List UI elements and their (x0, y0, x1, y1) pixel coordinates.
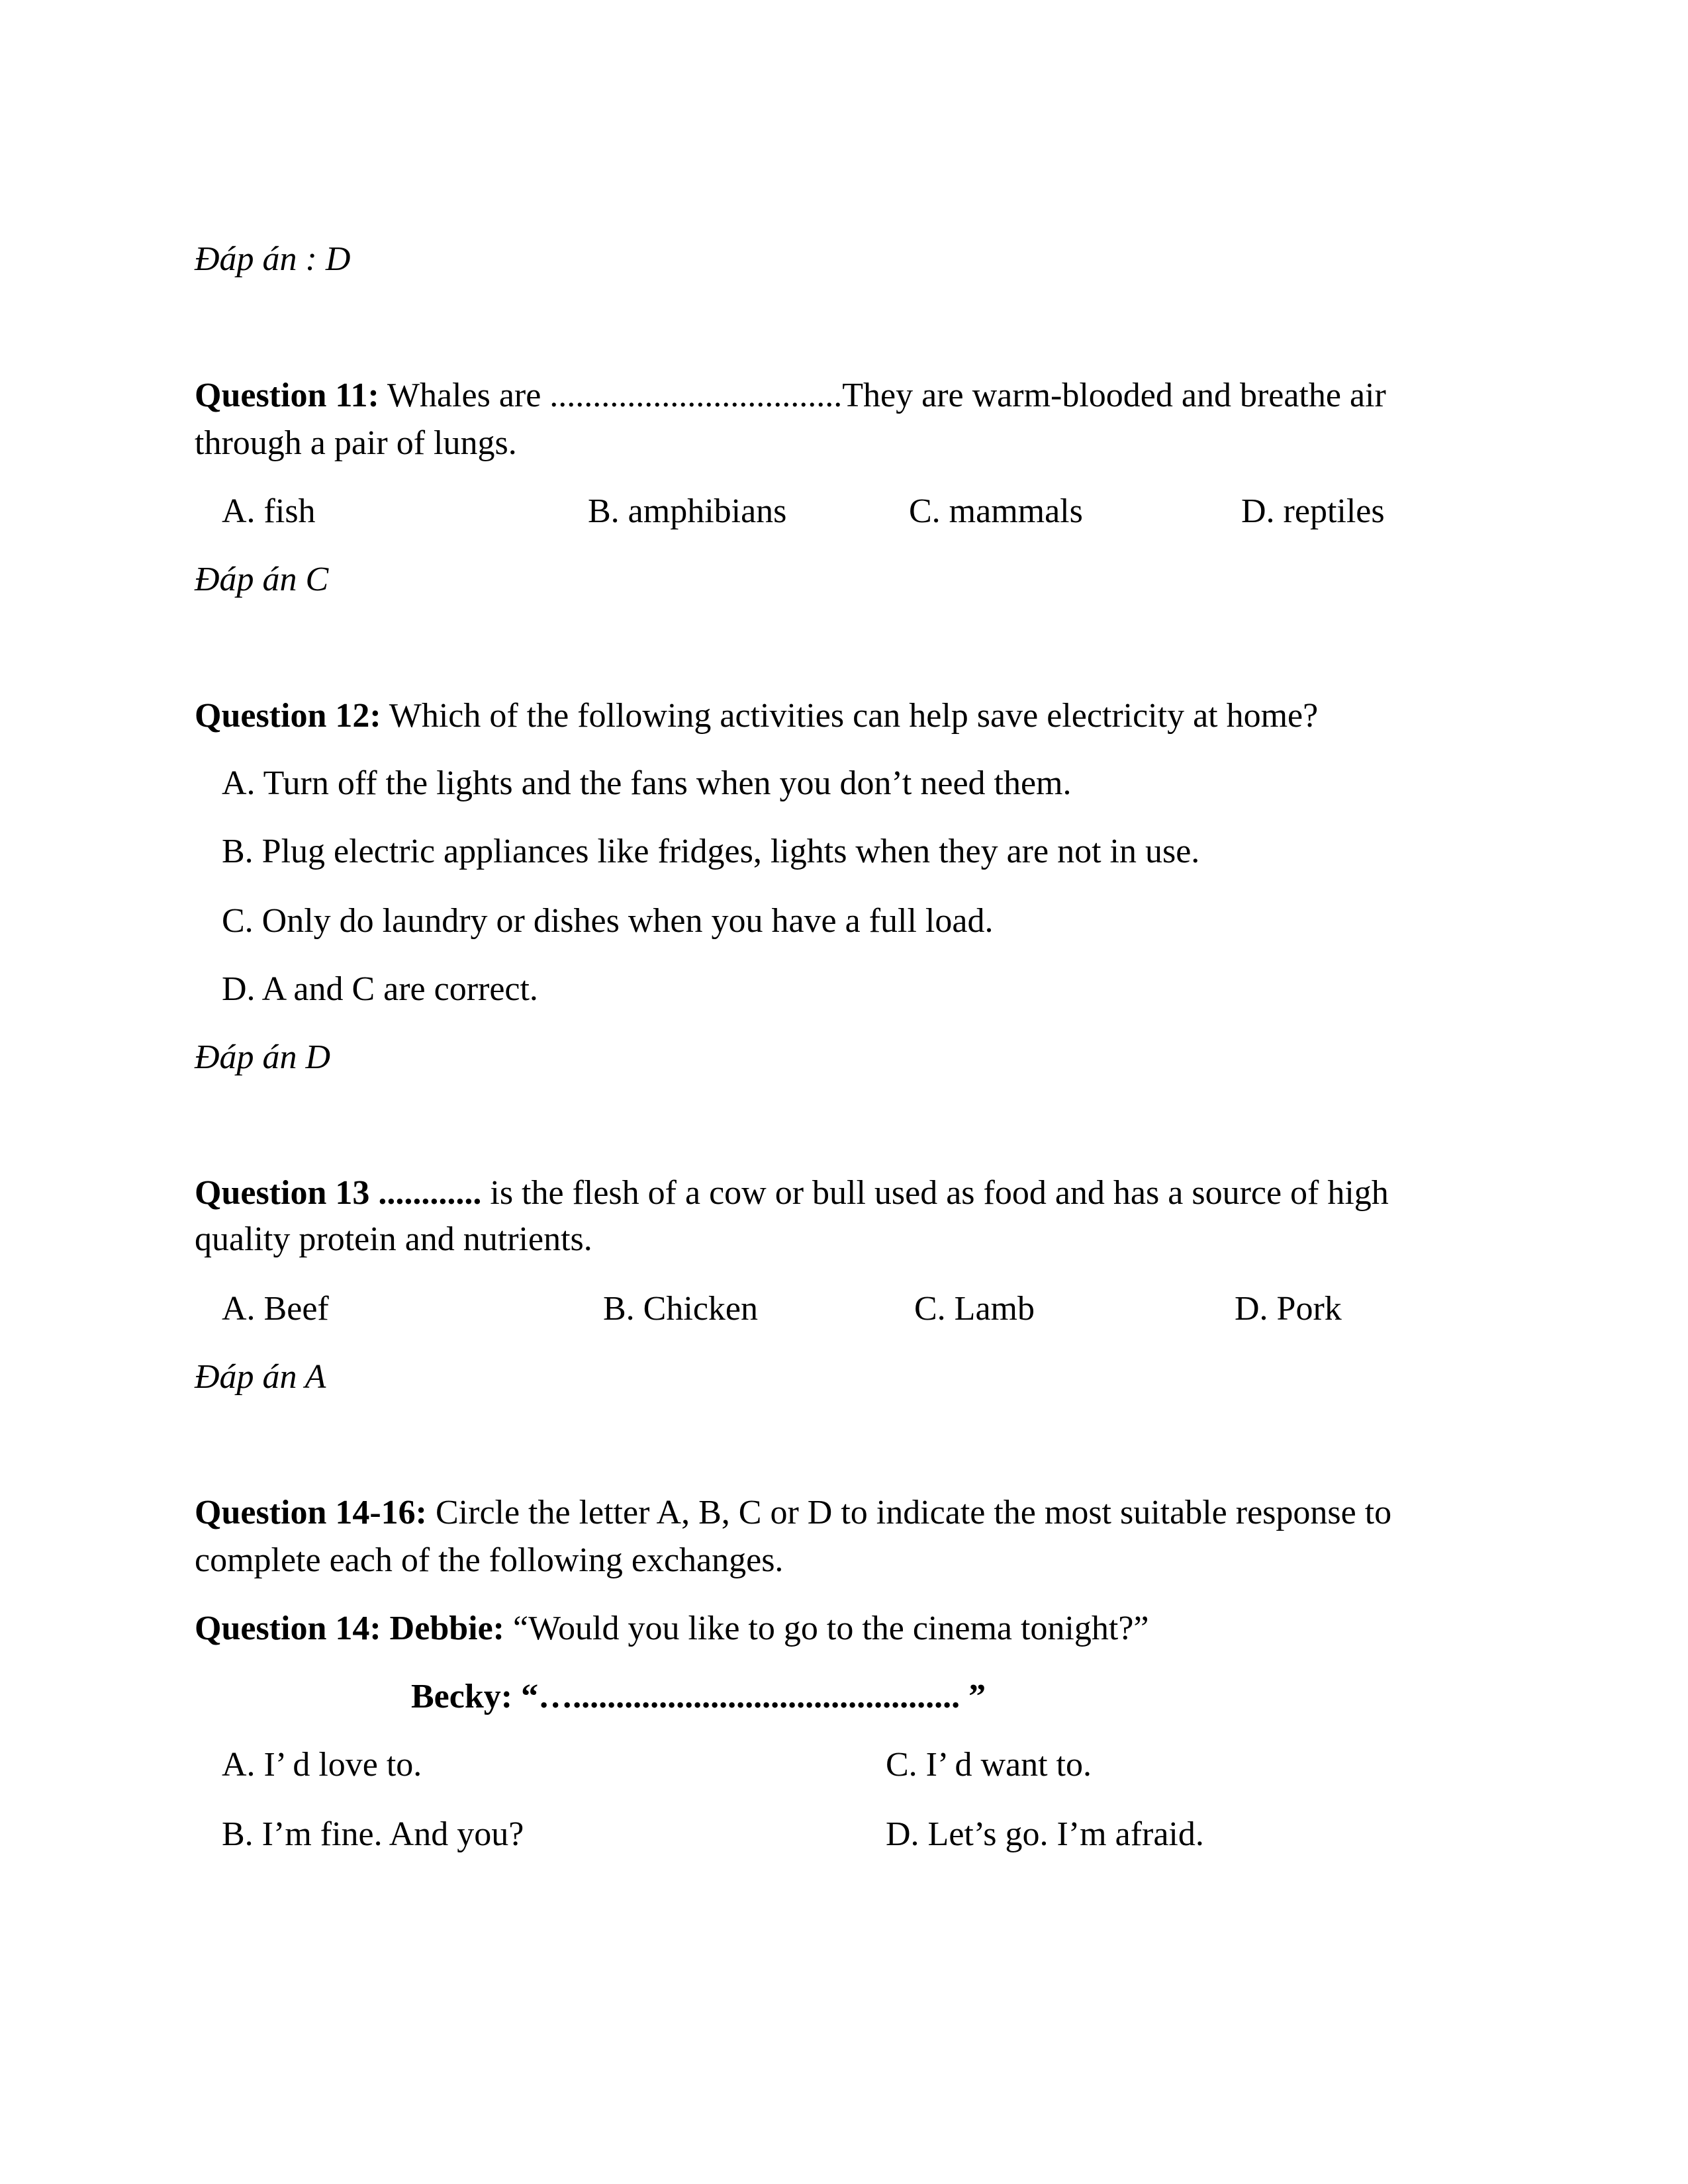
question-11-text-after: They are warm-blooded and breathe air (842, 377, 1386, 414)
question-13-answer: Đáp án A (195, 1358, 326, 1396)
question-13-option-d[interactable]: D. Pork (1235, 1290, 1342, 1328)
question-14-16-label: Question 14-16: (195, 1494, 427, 1531)
question-14-16-text: Circle the letter A, B, C or D to indicate the most suitable response to (427, 1494, 1392, 1531)
question-14-16-instruction (195, 1496, 1391, 1530)
question-12-answer: Đáp án D (195, 1038, 331, 1076)
question-14-16-line2: complete each of the following exchanges. (195, 1541, 784, 1579)
question-13-stem (195, 1176, 1389, 1210)
question-14-option-b[interactable]: B. I’m fine. And you? (222, 1815, 524, 1853)
question-14-text: “Would you like to go to the cinema tonight?” (504, 1610, 1149, 1647)
previous-answer: Đáp án : D (195, 240, 351, 278)
question-12-option-d[interactable]: D. A and C are correct. (222, 970, 538, 1008)
question-11-line2: through a pair of lungs. (195, 424, 517, 462)
question-11-text-before: Whales are (379, 377, 550, 414)
question-13-option-a[interactable]: A. Beef (222, 1290, 329, 1328)
question-11-option-b[interactable]: B. amphibians (588, 492, 787, 530)
question-14-option-c[interactable]: C. I’ d want to. (886, 1746, 1092, 1784)
question-12-option-c[interactable]: C. Only do laundry or dishes when you have a full load. (222, 902, 994, 940)
question-12-option-a[interactable]: A. Turn off the lights and the fans when you don’t need them. (222, 764, 1072, 802)
question-11-blank: .................................. (549, 377, 843, 414)
question-11-answer: Đáp án C (195, 561, 329, 598)
question-14-option-d[interactable]: D. Let’s go. I’m afraid. (886, 1815, 1204, 1853)
question-11-option-d[interactable]: D. reptiles (1241, 492, 1385, 530)
question-11-option-c[interactable]: C. mammals (909, 492, 1083, 530)
question-12-label: Question 12: (195, 697, 381, 735)
question-14-becky-line: Becky: “…............................................. ” (411, 1678, 986, 1715)
question-12-option-b[interactable]: B. Plug electric appliances like fridges, lights when they are not in use. (222, 833, 1200, 870)
question-14-label: Question 14: Debbie: (195, 1610, 504, 1647)
question-11-option-a[interactable]: A. fish (222, 492, 316, 530)
question-13-line2: quality protein and nutrients. (195, 1220, 592, 1258)
question-11-stem (195, 379, 1386, 413)
question-11-label: Question 11: (195, 377, 379, 414)
question-14-stem (195, 1612, 1149, 1646)
question-13-label: Question 13 ............ (195, 1174, 482, 1212)
question-12-text: Which of the following activities can help save electricity at home? (381, 697, 1319, 735)
question-13-option-c[interactable]: C. Lamb (914, 1290, 1035, 1328)
question-13-text: is the flesh of a cow or bull used as food and has a source of high (481, 1174, 1389, 1212)
question-14-option-a[interactable]: A. I’ d love to. (222, 1746, 422, 1784)
question-13-option-b[interactable]: B. Chicken (603, 1290, 758, 1328)
question-12-stem (195, 699, 1318, 733)
